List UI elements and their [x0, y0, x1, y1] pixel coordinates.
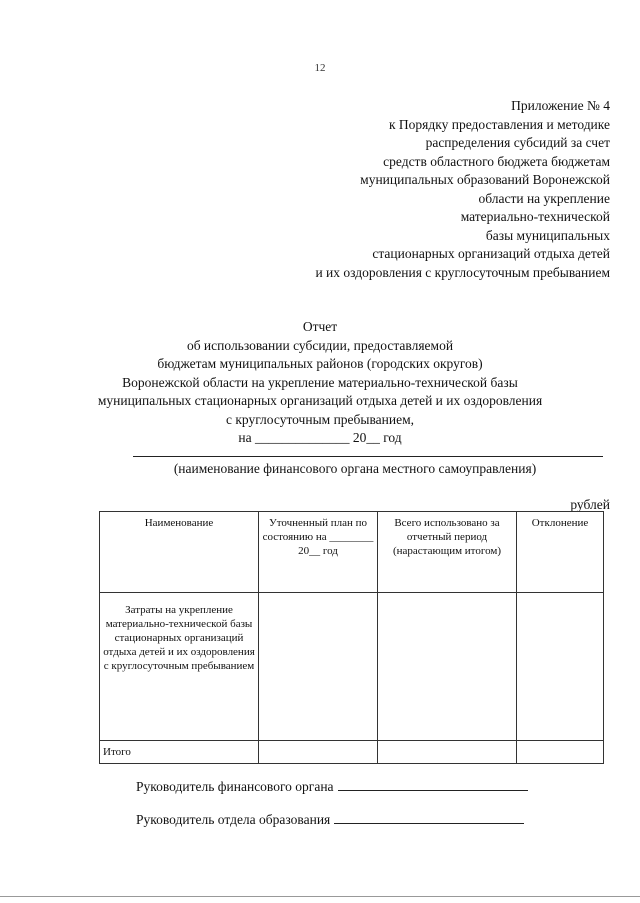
signature-finance-head-label: Руководитель финансового органа [136, 779, 334, 794]
appendix-line: Приложение № 4 [511, 98, 610, 113]
appendix-line: материально-технической [460, 209, 610, 224]
page-number: 12 [314, 62, 326, 74]
report-title-line: с круглосуточным пребыванием, [225, 411, 415, 427]
table-total-row [100, 741, 604, 764]
appendix-line: распределения субсидий за счет [425, 135, 610, 150]
appendix-line: и их оздоровления с круглосуточным пребыванием [315, 264, 610, 280]
column-header-plan: Уточненный план по состоянию на ________ 20__ год [259, 512, 378, 593]
report-table [99, 511, 604, 764]
report-title-line: бюджетам муниципальных районов (городских округов) [157, 356, 483, 371]
signature-education-head-line[interactable] [334, 809, 524, 824]
total-deviation-cell[interactable] [517, 741, 604, 764]
total-plan-cell[interactable] [259, 741, 378, 764]
appendix-line: муниципальных образований Воронежской [360, 172, 610, 187]
appendix-line: стационарных организаций отдыха детей [372, 246, 610, 261]
appendix-line: к Порядку предоставления и методике [388, 116, 610, 132]
signature-finance-head-line[interactable] [338, 776, 528, 791]
appendix-line: базы муниципальных [485, 227, 610, 243]
column-header-used: Всего использовано за отчетный период (нарастающим итогом) [378, 512, 517, 593]
table-row [100, 593, 604, 741]
row-deviation-cell[interactable] [517, 593, 604, 741]
column-header-deviation: Отклонение [517, 512, 604, 593]
signature-education-head [136, 809, 524, 828]
signature-finance-head [136, 776, 528, 795]
row-used-cell[interactable] [378, 593, 517, 741]
total-used-cell[interactable] [378, 741, 517, 764]
appendix-line: средств областного бюджета бюджетам [383, 153, 610, 169]
page-bottom-rule [0, 896, 640, 897]
currency-label: рублей [570, 497, 610, 512]
report-title-line: Отчет [302, 319, 338, 334]
report-title-line: муниципальных стационарных организаций отдыха детей и их оздоровления [97, 393, 543, 408]
report-title-line: Воронежской области на укрепление материально-технической базы [122, 374, 518, 390]
signature-education-head-label: Руководитель отдела образования [136, 812, 331, 827]
report-title-line: на ______________ 20__ год [238, 430, 402, 445]
appendix-block [250, 97, 610, 282]
appendix-line: области на укрепление [478, 190, 610, 206]
report-title-line: об использовании субсидии, предоставляемой [186, 337, 454, 353]
row-plan-cell[interactable] [259, 593, 378, 741]
column-header-name: Наименование [100, 512, 259, 593]
table-header-row [100, 512, 604, 593]
row-name-cell: Затраты на укрепление материально-технической базы стационарных организаций отдыха детей и их оздоровления с круглосуточным пребыванием [100, 593, 259, 741]
finance-org-caption: (наименование финансового органа местного самоуправления) [173, 461, 537, 476]
report-title [0, 318, 640, 448]
finance-org-name-line [133, 456, 603, 457]
total-name-cell: Итого [100, 741, 259, 764]
